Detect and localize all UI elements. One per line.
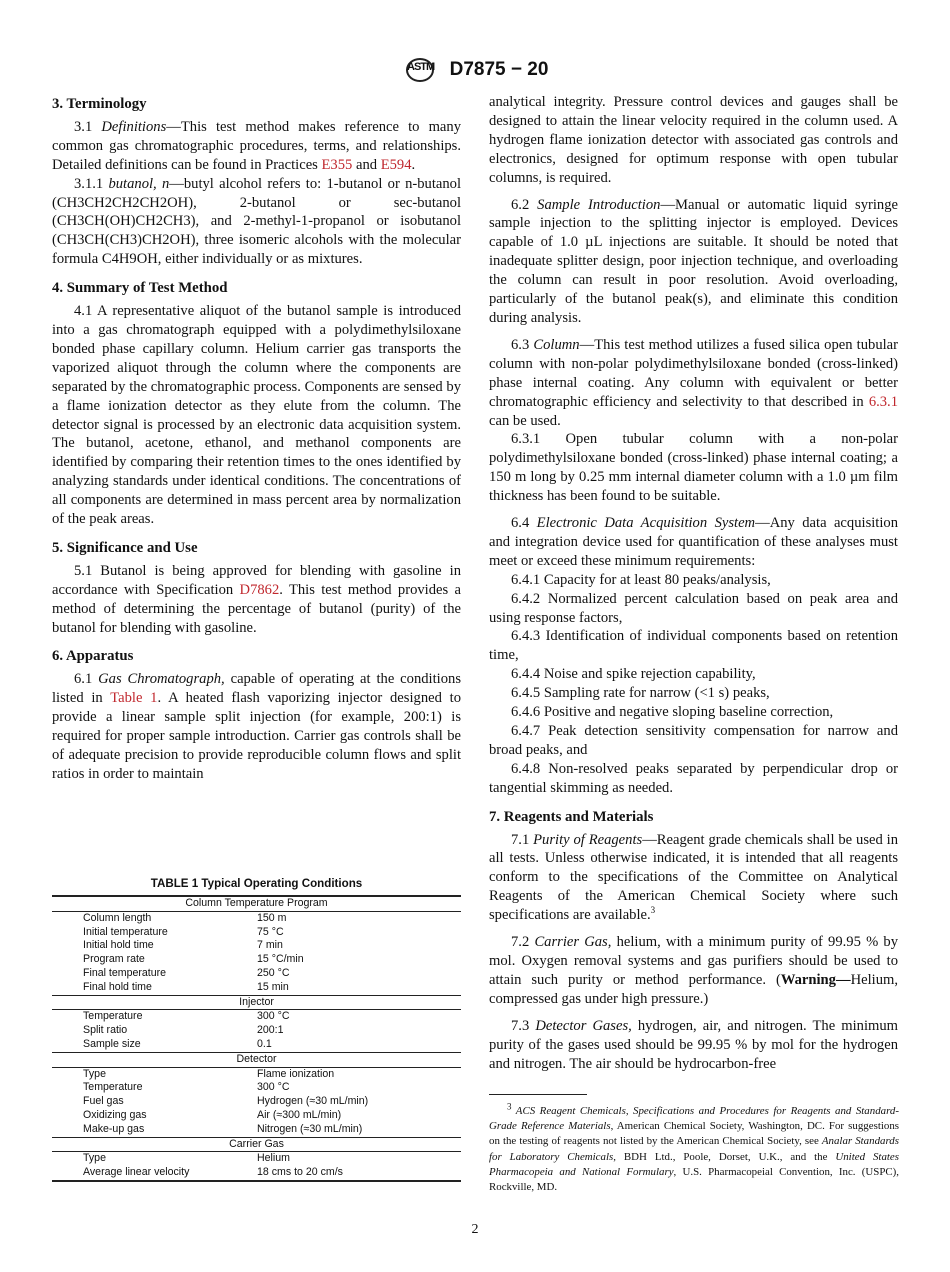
text-run: —This test method makes reference to many common gas chromatographic procedures, terms, and relationships. Detailed definitions can be found in Practices xyxy=(52,118,462,173)
astm-logo-icon: ASTM xyxy=(402,56,440,84)
table-row xyxy=(52,1152,461,1166)
text-run: —This test method utilizes a fused silica open tubular column with non-polar polydimethylsiloxane bonded (cross-linked) phase internal coating. Any column with equivalent or better chromatographic efficiency and selectivity to that described in xyxy=(489,336,899,410)
section-heading: 5. Significance and Use xyxy=(52,539,198,556)
table-section-header xyxy=(52,995,461,1010)
table-1 xyxy=(52,877,461,1182)
parameter-value: Helium xyxy=(257,1152,290,1165)
text-run: 6.4.5 Sampling rate for narrow (<1 s) peaks, xyxy=(511,685,770,702)
footnote-divider xyxy=(489,1094,587,1095)
table-row xyxy=(52,1095,461,1109)
text-run: helium, with a minimum purity of 99.95 % by mol. Oxygen removal systems and gas purifiers should be used to attain such purity or method performance. ( xyxy=(489,934,898,988)
parameter-name: Make-up gas xyxy=(83,1122,145,1135)
table-row xyxy=(52,953,461,967)
cross-reference-link[interactable]: 6.3.1 xyxy=(868,393,898,410)
text-run: 7.1 xyxy=(511,831,534,848)
parameter-name: Initial hold time xyxy=(83,939,154,952)
cross-reference-link[interactable]: Table 1 xyxy=(110,690,158,707)
page-number: 2 xyxy=(471,1222,479,1237)
section-title: Column Temperature Program xyxy=(52,896,461,911)
parameter-name: Sample size xyxy=(83,1037,141,1050)
table-section-header xyxy=(52,896,461,911)
text-run: 7.3 xyxy=(511,1017,536,1034)
italic-term: Electronic Data Acquisition System xyxy=(536,515,756,532)
paragraph xyxy=(489,684,898,703)
paragraph xyxy=(489,336,898,431)
parameter-value: 0.1 xyxy=(257,1037,272,1050)
left-column xyxy=(52,93,461,784)
parameter-name: Temperature xyxy=(83,1010,143,1023)
paragraph xyxy=(489,93,898,188)
table-row xyxy=(52,1010,461,1024)
parameter-name: Type xyxy=(83,1067,106,1080)
parameter-name: Temperature xyxy=(83,1081,143,1094)
section-heading: 3. Terminology xyxy=(52,96,147,112)
paragraph xyxy=(489,627,898,665)
table-row xyxy=(52,1109,461,1123)
italic-term: Analar Standards for Laboratory Chemicals xyxy=(489,1135,899,1163)
parameter-name: Type xyxy=(83,1152,106,1165)
italic-term: Detector Gases, xyxy=(535,1017,632,1034)
footnote-marker[interactable]: 3 xyxy=(650,905,656,916)
footnote-marker[interactable]: 3 xyxy=(507,1101,512,1112)
table-row xyxy=(52,1081,461,1095)
table-row xyxy=(52,939,461,953)
paragraph xyxy=(489,196,898,328)
text-run: . This test method provides a method of determining the percentage of butanol (purity) of the butanol for blending with gasoline. xyxy=(52,581,461,636)
table-row xyxy=(52,1024,461,1038)
text-run: 6.4.1 Capacity for at least 80 peaks/analysis, xyxy=(511,571,771,588)
parameter-name: Final hold time xyxy=(83,980,152,993)
text-run: 6.4.2 Normalized percent calculation based on peak area and using response factors, xyxy=(489,590,898,626)
text-run: —Manual or automatic liquid syringe sample injection to the splitting injector is employed. Devices capable of 1.0 µL injections are suitable. It should be noted that inadequate splitter design, poor injection technique, and overloading the column can result in poor resolution. Avoid overloading, particularly of the butanol peak(s), and eliminate this condition during analysis. xyxy=(489,196,898,326)
table-row xyxy=(52,1038,461,1052)
text-run: 3.1.1 xyxy=(74,175,109,192)
italic-term: Purity of Reagents xyxy=(533,831,643,848)
section-title: Injector xyxy=(52,995,461,1010)
paragraph xyxy=(489,1017,898,1074)
parameter-name: Split ratio xyxy=(83,1024,128,1037)
section-heading: 4. Summary of Test Method xyxy=(52,280,228,297)
text-run: —butyl alcohol refers to: 1-butanol or n-butanol (CH3CH2CH2CH2OH), 2-butanol or sec-butanol (CH3CH(OH)CH2CH3), and 2-methyl-1-propanol or isobutanol (CH3CH(CH3)CH2OH), three isomeric alcohols with the molecular formula C4H9OH, either individually or as mixtures. xyxy=(52,175,462,268)
text-run: analytical integrity. Pressure control devices and gauges shall be designed to attain the linear velocity required in the column used. A hydrogen flame ionization detector with associated gas controls and electronics, designed for optimum response with open tubular columns, is required. xyxy=(489,94,898,186)
section-title: Detector xyxy=(52,1052,461,1067)
text-run: 6.1 xyxy=(74,671,99,688)
italic-term: Column xyxy=(533,336,580,353)
page-header xyxy=(0,56,950,84)
italic-term: Sample Introduction xyxy=(537,196,661,213)
text-run: , U.S. Pharmacopeial Convention, Inc. (USPC), Rockville, MD. xyxy=(489,1165,899,1194)
italic-term: ACS Reagent Chemicals, Specifications and Procedures for Reagents and Standard-Grade Reference Materials xyxy=(489,1105,899,1133)
table-section-header xyxy=(52,1052,461,1067)
table-row xyxy=(52,967,461,981)
table-section-header xyxy=(52,1137,461,1152)
italic-term: United States Pharmacopeia and National Formulary xyxy=(489,1150,899,1178)
paragraph xyxy=(52,562,461,638)
paragraph xyxy=(489,760,898,798)
paragraph xyxy=(489,665,898,684)
text-run: 7.2 xyxy=(511,934,535,951)
parameter-value: Hydrogen (≈30 mL/min) xyxy=(257,1095,369,1108)
cross-reference-link[interactable]: D7862 xyxy=(239,581,280,598)
text-run: 6.4.4 Noise and spike rejection capability, xyxy=(511,666,756,683)
parameter-value: 15 °C/min xyxy=(257,953,304,966)
text-run: Helium, compressed gas under high pressure.) xyxy=(489,971,898,1007)
text-run: —Reagent grade chemicals shall be used in all tests. Unless otherwise indicated, it is intended that all reagents conform to the specifications of the Committee on Analytical Reagents of the American Chemical Society where such specifications are available. xyxy=(489,831,899,924)
parameter-name: Fuel gas xyxy=(83,1095,124,1108)
paragraph xyxy=(489,831,898,926)
text-run: 6.2 xyxy=(511,196,538,213)
parameter-value: 300 °C xyxy=(257,1010,290,1023)
paragraph xyxy=(489,430,898,506)
paragraph xyxy=(489,703,898,722)
text-run: can be used. xyxy=(489,412,561,429)
table-caption: TABLE 1 Typical Operating Conditions xyxy=(150,877,363,890)
paragraph xyxy=(52,302,461,529)
parameter-value: 75 °C xyxy=(257,925,284,938)
paragraph xyxy=(52,175,461,270)
text-run: 6.3 xyxy=(511,336,534,353)
table-row xyxy=(52,1166,461,1181)
parameter-value: 15 min xyxy=(257,980,289,993)
text-run: 6.4.6 Positive and negative sloping baseline correction, xyxy=(511,704,834,721)
right-column xyxy=(489,93,898,1073)
table-row xyxy=(52,1123,461,1137)
table-row xyxy=(52,1067,461,1081)
parameter-value: Air (≈300 mL/min) xyxy=(257,1108,342,1121)
parameter-name: Oxidizing gas xyxy=(83,1108,147,1121)
table-row xyxy=(52,926,461,940)
parameter-value: 18 cms to 20 cm/s xyxy=(257,1166,343,1179)
paragraph xyxy=(489,590,898,628)
parameter-name: Average linear velocity xyxy=(83,1166,190,1179)
table-row xyxy=(52,981,461,995)
text-run: 6.3.1 Open tubular column with a non-polar polydimethylsiloxane bonded (cross-linked) phase internal coating; a 150 m long by 0.25 mm internal diameter column with a 1.0 µm film thickness has been found to be suitable. xyxy=(489,431,898,505)
bold-text: Warning— xyxy=(780,971,851,988)
cross-reference-link[interactable]: E355 xyxy=(321,156,353,173)
text-run: , BDH Ltd., Poole, Dorset, U.K., and the xyxy=(613,1150,836,1163)
parameter-name: Final temperature xyxy=(83,966,167,979)
section-title: Carrier Gas xyxy=(52,1137,461,1152)
text-run: 3.1 xyxy=(74,118,102,135)
parameter-name: Program rate xyxy=(83,953,145,966)
parameter-value: 200:1 xyxy=(257,1024,284,1037)
footnote-3 xyxy=(489,1101,900,1195)
italic-term: Gas Chromatograph, xyxy=(98,671,225,688)
parameter-value: 300 °C xyxy=(257,1081,290,1094)
italic-term: butanol, n xyxy=(108,175,170,192)
paragraph xyxy=(489,722,898,760)
text-run: 5.1 Butanol is being approved for blending with gasoline in accordance with Specification xyxy=(52,562,461,598)
parameter-name: Initial temperature xyxy=(83,925,168,938)
text-run: and xyxy=(352,156,381,173)
text-run: . xyxy=(411,156,416,173)
text-run: . A heated flash vaporizing injector designed to provide a linear sample split injection (for example, 200:1) is required for proper sample introduction. Carrier gas controls shall be of adequate precision to provide reproducible column flows and split ratios in order to maintain xyxy=(52,690,461,782)
paragraph xyxy=(52,118,461,175)
italic-term: Definitions xyxy=(101,118,167,135)
section-heading: 7. Reagents and Materials xyxy=(489,808,654,825)
text-run: capable of operating at the conditions listed in xyxy=(52,671,461,707)
text-run: 6.4.8 Non-resolved peaks separated by perpendicular drop or tangential skimming as needed. xyxy=(489,760,898,796)
text-run: 6.4.7 Peak detection sensitivity compensation for narrow and broad peaks, and xyxy=(489,723,898,758)
text-run: , American Chemical Society, Washington, DC. For suggestions on the testing of reagents not listed by the American Chemical Society, see xyxy=(489,1120,900,1148)
text-run: 6.4 xyxy=(511,515,537,532)
paragraph xyxy=(52,670,461,783)
parameter-value: 150 m xyxy=(257,911,287,924)
paragraph xyxy=(489,514,898,571)
parameter-value: Nitrogen (≈30 mL/min) xyxy=(257,1122,363,1135)
text-run: —Any data acquisition and integration device used for quantification of these analyses must meet or exceed these minimum requirements: xyxy=(489,515,899,569)
parameter-value: 7 min xyxy=(257,939,283,952)
parameter-value: Flame ionization xyxy=(257,1067,335,1080)
parameter-value: 250 °C xyxy=(257,966,290,979)
paragraph xyxy=(489,933,898,1009)
paragraph xyxy=(489,571,898,590)
parameter-name: Column length xyxy=(83,911,152,924)
italic-term: Carrier Gas, xyxy=(534,934,612,951)
table-row xyxy=(52,911,461,925)
section-heading: 6. Apparatus xyxy=(52,648,134,665)
text-run: 6.4.3 Identification of individual components based on retention time, xyxy=(489,628,898,664)
text-run: 4.1 A representative aliquot of the butanol sample is introduced into a gas chromatograph equipped with a polydimethylsiloxane bonded phase capillary column. Helium carrier gas transports the vaporized aliquot through the column where the components are separated by the chromatographic process. Components are sensed by a flame ionization detector as they elute from the column. The detector signal is processed by an electronic data acquisition system. The butanol, acetone, ethanol, and methanol components are identified by comparing their retention times to the ones identified by analyzing standards under identical conditions. The concentrations of all components are determined in mass percent area by normalization of the peak areas. xyxy=(52,303,461,528)
document-id: D7875 − 20 xyxy=(449,59,549,80)
cross-reference-link[interactable]: E594 xyxy=(380,156,412,173)
text-run: hydrogen, air, and nitrogen. The minimum purity of the gases used should be 99.95 % by mol for the hydrogen and nitrogen. The air should be hydrocarbon-free xyxy=(489,1017,899,1072)
